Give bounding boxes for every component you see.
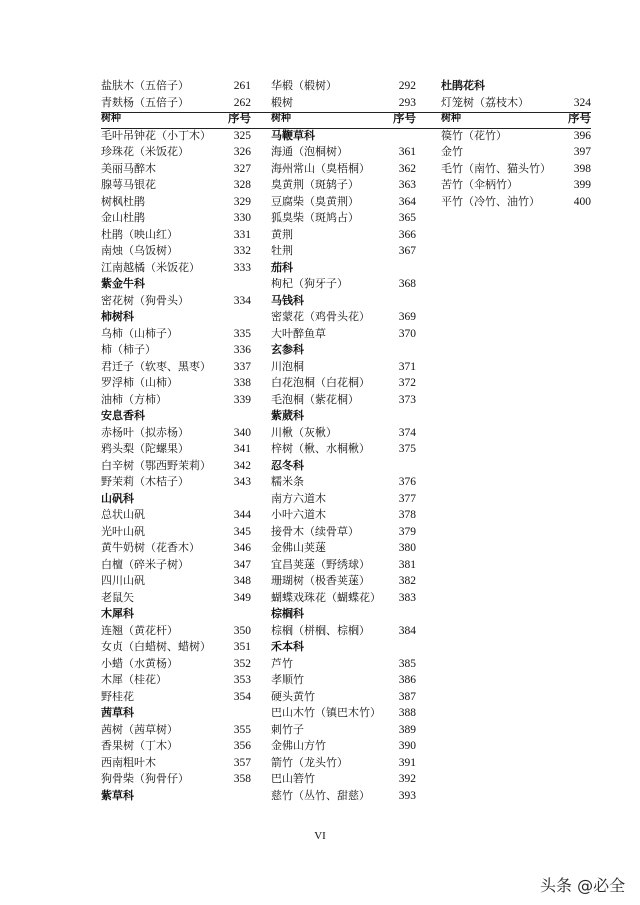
species-entry bbox=[271, 243, 416, 260]
species-name: 山矾科 bbox=[101, 491, 134, 505]
species-number: 371 bbox=[398, 360, 416, 373]
family-heading bbox=[101, 408, 251, 425]
species-number: 328 bbox=[233, 179, 251, 191]
species-entry bbox=[271, 161, 416, 178]
species-name: 巴山木竹（镇巴木竹） bbox=[271, 706, 381, 719]
species-number: 354 bbox=[233, 690, 251, 703]
species-name: 金佛山荚蒾 bbox=[271, 541, 326, 554]
species-number: 365 bbox=[398, 212, 416, 224]
species-number: 391 bbox=[398, 756, 416, 769]
species-name: 金竹 bbox=[441, 145, 463, 158]
species-number: 381 bbox=[398, 558, 416, 571]
species-number: 351 bbox=[233, 641, 251, 653]
species-entry bbox=[101, 755, 251, 772]
species-number: 331 bbox=[233, 228, 251, 241]
species-number: 364 bbox=[398, 195, 416, 208]
species-entry bbox=[271, 392, 416, 409]
species-number: 386 bbox=[398, 674, 416, 686]
species-name: 杜鹃花科 bbox=[441, 79, 485, 92]
family-heading bbox=[271, 639, 416, 656]
species-number: 335 bbox=[233, 327, 251, 340]
family-heading bbox=[271, 342, 416, 359]
family-heading bbox=[101, 788, 251, 805]
species-name: 茜树（茜草树） bbox=[101, 722, 178, 736]
species-name: 海通（泡桐树） bbox=[271, 145, 348, 158]
species-name: 毛泡桐（紫花桐） bbox=[271, 392, 359, 406]
species-name: 茄科 bbox=[271, 260, 293, 274]
species-name: 女贞（白蜡树、蜡树） bbox=[101, 640, 211, 653]
species-entry bbox=[101, 507, 251, 524]
family-heading bbox=[101, 606, 251, 623]
species-name: 金山杜鹃 bbox=[101, 211, 145, 224]
species-name: 木犀科 bbox=[101, 607, 134, 620]
species-number: 368 bbox=[398, 278, 416, 290]
species-name: 安息香科 bbox=[101, 409, 145, 422]
species-entry bbox=[101, 293, 251, 310]
species-entry bbox=[101, 474, 251, 491]
species-number: 366 bbox=[398, 228, 416, 241]
species-number: 344 bbox=[233, 509, 251, 521]
column-header bbox=[101, 111, 251, 128]
species-entry bbox=[271, 309, 416, 326]
family-heading bbox=[101, 705, 251, 722]
species-number: 392 bbox=[398, 773, 416, 785]
species-entry bbox=[271, 738, 416, 755]
species-entry bbox=[441, 194, 591, 211]
species-name: 罗浮柿（山柿） bbox=[101, 376, 178, 389]
species-name: 接骨木（续骨草） bbox=[271, 524, 359, 538]
species-number: 375 bbox=[398, 443, 416, 455]
species-entry bbox=[271, 755, 416, 772]
species-name: 篌竹（花竹） bbox=[441, 128, 507, 142]
species-name: 宜昌荚蒾（野绣球） bbox=[271, 557, 370, 571]
species-name: 紫葳科 bbox=[271, 409, 304, 422]
species-entry bbox=[101, 392, 251, 409]
species-entry bbox=[271, 276, 416, 293]
species-entry bbox=[101, 128, 251, 145]
species-entry bbox=[271, 95, 416, 112]
species-entry bbox=[101, 342, 251, 359]
species-entry bbox=[101, 441, 251, 458]
species-number: 348 bbox=[233, 575, 251, 587]
species-entry bbox=[101, 722, 251, 739]
species-name: 总状山矾 bbox=[101, 508, 145, 521]
species-name: 慈竹（丛竹、甜慈） bbox=[271, 788, 370, 802]
species-name: 杜鹃（映山红） bbox=[101, 227, 178, 241]
species-name: 华椴（椴树） bbox=[271, 79, 337, 92]
index-column-1 bbox=[101, 78, 251, 804]
species-entry bbox=[101, 672, 251, 689]
family-heading bbox=[101, 276, 251, 293]
species-name: 盐肤木（五倍子） bbox=[101, 79, 189, 92]
family-heading bbox=[271, 260, 416, 277]
species-number: 390 bbox=[398, 740, 416, 752]
species-entry bbox=[101, 227, 251, 244]
species-name: 芦竹 bbox=[271, 656, 293, 670]
species-name: 禾本科 bbox=[271, 640, 304, 653]
species-name: 君迁子（软枣、黑枣） bbox=[101, 359, 211, 373]
species-number: 378 bbox=[398, 509, 416, 521]
species-name: 香果树（丁木） bbox=[101, 739, 178, 752]
species-entry bbox=[441, 95, 591, 112]
header-number-label: 序号 bbox=[393, 113, 416, 125]
species-entry bbox=[271, 705, 416, 722]
species-entry bbox=[271, 689, 416, 706]
species-entry bbox=[271, 573, 416, 590]
species-entry bbox=[271, 78, 416, 95]
species-name: 乌柿（山柿子） bbox=[101, 326, 178, 340]
species-name: 柿树科 bbox=[101, 310, 134, 323]
species-number: 382 bbox=[398, 575, 416, 587]
species-number: 388 bbox=[398, 707, 416, 719]
species-entry bbox=[271, 557, 416, 574]
species-name: 臭黄荆（斑鸫子） bbox=[271, 178, 359, 191]
species-entry bbox=[441, 177, 591, 194]
species-entry bbox=[101, 623, 251, 640]
species-entry bbox=[101, 375, 251, 392]
species-number: 398 bbox=[573, 162, 591, 175]
species-name: 小蜡（水黄杨） bbox=[101, 656, 178, 670]
species-name: 光叶山矾 bbox=[101, 524, 145, 538]
species-number: 376 bbox=[398, 476, 416, 488]
column-header bbox=[271, 111, 416, 128]
species-name: 白檀（碎米子树） bbox=[101, 557, 189, 571]
species-entry bbox=[101, 326, 251, 343]
species-entry bbox=[101, 738, 251, 755]
family-heading bbox=[271, 293, 416, 310]
species-name: 密花树（狗骨头） bbox=[101, 293, 189, 307]
species-name: 赤杨叶（拟赤杨） bbox=[101, 425, 189, 439]
species-entry bbox=[101, 161, 251, 178]
species-name: 野桂花 bbox=[101, 689, 134, 703]
species-entry bbox=[271, 227, 416, 244]
species-name: 苦竹（伞柄竹） bbox=[441, 178, 518, 191]
species-number: 384 bbox=[398, 624, 416, 637]
species-entry bbox=[101, 260, 251, 277]
species-name: 箭竹（龙头竹） bbox=[271, 755, 348, 769]
species-number: 339 bbox=[233, 393, 251, 406]
species-name: 黄荆 bbox=[271, 227, 293, 241]
species-entry bbox=[271, 788, 416, 805]
species-number: 374 bbox=[398, 426, 416, 439]
family-heading bbox=[271, 408, 416, 425]
species-number: 334 bbox=[233, 294, 251, 307]
species-entry bbox=[271, 590, 416, 607]
species-entry bbox=[101, 557, 251, 574]
species-name: 青麸杨（五倍子） bbox=[101, 95, 189, 109]
species-entry bbox=[101, 689, 251, 706]
species-entry bbox=[441, 161, 591, 178]
species-number: 336 bbox=[233, 344, 251, 356]
species-name: 白花泡桐（白花桐） bbox=[271, 376, 370, 389]
species-entry bbox=[271, 375, 416, 392]
species-name: 油柿（方柿） bbox=[101, 392, 167, 406]
species-entry bbox=[271, 623, 416, 640]
species-name: 毛叶吊钟花（小丁木） bbox=[101, 128, 211, 142]
species-entry bbox=[101, 95, 251, 112]
family-heading bbox=[271, 458, 416, 475]
species-number: 400 bbox=[573, 195, 591, 208]
species-name: 紫金牛科 bbox=[101, 277, 145, 290]
species-number: 369 bbox=[398, 311, 416, 323]
column-header bbox=[441, 111, 591, 128]
species-number: 338 bbox=[233, 377, 251, 389]
species-name: 木犀（桂花） bbox=[101, 673, 167, 686]
species-entry bbox=[101, 590, 251, 607]
species-name: 西南粗叶木 bbox=[101, 755, 156, 769]
species-number: 337 bbox=[233, 360, 251, 373]
species-number: 377 bbox=[398, 492, 416, 505]
species-name: 密蒙花（鸡骨头花） bbox=[271, 310, 370, 323]
family-heading bbox=[101, 491, 251, 508]
species-name: 腺萼马银花 bbox=[101, 178, 156, 191]
species-number: 262 bbox=[233, 96, 251, 109]
species-name: 鸦头梨（陀螺果） bbox=[101, 442, 189, 455]
species-name: 狐臭柴（斑鸠占） bbox=[271, 211, 359, 224]
species-name: 大叶醉鱼草 bbox=[271, 326, 326, 340]
species-name: 小叶六道木 bbox=[271, 508, 326, 521]
species-name: 美丽马醉木 bbox=[101, 161, 156, 175]
species-entry bbox=[271, 540, 416, 557]
species-name: 枸杞（狗牙子） bbox=[271, 277, 348, 290]
species-name: 茜草科 bbox=[101, 706, 134, 719]
species-number: 363 bbox=[398, 179, 416, 191]
species-entry bbox=[101, 425, 251, 442]
species-entry bbox=[101, 524, 251, 541]
species-number: 379 bbox=[398, 525, 416, 538]
species-entry bbox=[101, 359, 251, 376]
species-name: 椴树 bbox=[271, 95, 293, 109]
species-number: 385 bbox=[398, 657, 416, 670]
species-number: 292 bbox=[398, 80, 416, 92]
species-name: 巴山箬竹 bbox=[271, 772, 315, 785]
species-entry bbox=[101, 771, 251, 788]
species-entry bbox=[101, 243, 251, 260]
species-name: 马钱科 bbox=[271, 293, 304, 307]
species-name: 棕榈（栟榈、棕榈） bbox=[271, 623, 370, 637]
species-entry bbox=[271, 425, 416, 442]
species-number: 325 bbox=[233, 129, 251, 142]
species-number: 399 bbox=[573, 179, 591, 191]
species-number: 333 bbox=[233, 261, 251, 274]
species-number: 357 bbox=[233, 756, 251, 769]
species-number: 341 bbox=[233, 443, 251, 455]
species-entry bbox=[101, 540, 251, 557]
species-number: 389 bbox=[398, 723, 416, 736]
species-number: 340 bbox=[233, 426, 251, 439]
species-number: 396 bbox=[573, 129, 591, 142]
species-name: 狗骨柴（狗骨仔） bbox=[101, 772, 189, 785]
species-name: 棕榈科 bbox=[271, 607, 304, 620]
species-name: 四川山矾 bbox=[101, 574, 145, 587]
header-species-label: 树种 bbox=[441, 113, 461, 124]
species-name: 江南越橘（米饭花） bbox=[101, 260, 200, 274]
species-entry bbox=[271, 656, 416, 673]
species-entry bbox=[441, 144, 591, 161]
family-heading bbox=[101, 309, 251, 326]
species-name: 白辛树（鄂西野茉莉） bbox=[101, 458, 211, 472]
header-number-label: 序号 bbox=[568, 113, 591, 125]
species-entry bbox=[271, 672, 416, 689]
species-number: 347 bbox=[233, 558, 251, 571]
species-number: 324 bbox=[573, 96, 591, 109]
species-name: 刺竹子 bbox=[271, 722, 304, 736]
species-entry bbox=[271, 524, 416, 541]
species-number: 350 bbox=[233, 624, 251, 637]
species-entry bbox=[271, 359, 416, 376]
species-entry bbox=[271, 210, 416, 227]
species-name: 柿（柿子） bbox=[101, 343, 156, 356]
species-number: 352 bbox=[233, 657, 251, 670]
species-name: 珊瑚树（极香荚蒾） bbox=[271, 574, 370, 587]
species-number: 397 bbox=[573, 146, 591, 158]
species-number: 372 bbox=[398, 377, 416, 389]
species-name: 紫草科 bbox=[101, 788, 134, 802]
watermark: 头条 @必全 bbox=[540, 876, 626, 895]
species-entry bbox=[101, 573, 251, 590]
species-number: 330 bbox=[233, 212, 251, 224]
species-name: 孝顺竹 bbox=[271, 673, 304, 686]
species-number: 383 bbox=[398, 591, 416, 604]
family-heading bbox=[441, 78, 591, 95]
species-name: 老鼠矢 bbox=[101, 590, 134, 604]
species-entry bbox=[101, 144, 251, 161]
species-name: 南方六道木 bbox=[271, 491, 326, 505]
species-number: 370 bbox=[398, 327, 416, 340]
species-entry bbox=[271, 722, 416, 739]
species-name: 马鞭草科 bbox=[271, 128, 315, 142]
page-number: VI bbox=[314, 830, 326, 842]
species-entry bbox=[101, 210, 251, 227]
species-name: 梓树（楸、水桐楸） bbox=[271, 442, 370, 455]
species-name: 玄参科 bbox=[271, 343, 304, 356]
species-entry bbox=[271, 771, 416, 788]
species-number: 349 bbox=[233, 591, 251, 604]
species-entry bbox=[441, 128, 591, 145]
species-entry bbox=[101, 458, 251, 475]
species-number: 373 bbox=[398, 393, 416, 406]
species-name: 灯笼树（荔枝木） bbox=[441, 95, 529, 109]
species-name: 海州常山（臭梧桐） bbox=[271, 161, 370, 175]
species-number: 393 bbox=[398, 789, 416, 802]
species-number: 343 bbox=[233, 476, 251, 488]
species-number: 361 bbox=[398, 146, 416, 158]
family-heading bbox=[271, 128, 416, 145]
species-number: 346 bbox=[233, 542, 251, 554]
species-entry bbox=[271, 326, 416, 343]
species-entry bbox=[101, 194, 251, 211]
species-name: 蝴蝶戏珠花（蝴蝶花） bbox=[271, 590, 381, 604]
species-number: 261 bbox=[233, 80, 251, 92]
species-number: 355 bbox=[233, 723, 251, 736]
species-number: 380 bbox=[398, 542, 416, 554]
species-name: 忍冬科 bbox=[271, 458, 304, 472]
species-name: 川泡桐 bbox=[271, 359, 304, 373]
species-name: 毛竹（南竹、猫头竹） bbox=[441, 161, 551, 175]
species-number: 345 bbox=[233, 525, 251, 538]
species-entry bbox=[271, 474, 416, 491]
species-name: 糯米条 bbox=[271, 475, 304, 488]
species-name: 黄牛奶树（花香木） bbox=[101, 541, 200, 554]
species-name: 金佛山方竹 bbox=[271, 739, 326, 752]
species-number: 353 bbox=[233, 674, 251, 686]
species-entry bbox=[101, 639, 251, 656]
species-name: 南烛（乌饭树） bbox=[101, 244, 178, 257]
species-number: 326 bbox=[233, 146, 251, 158]
species-number: 358 bbox=[233, 773, 251, 785]
species-number: 387 bbox=[398, 690, 416, 703]
species-entry bbox=[101, 656, 251, 673]
index-column-3 bbox=[441, 78, 591, 210]
species-name: 川楸（灰楸） bbox=[271, 425, 337, 439]
species-name: 硬头黄竹 bbox=[271, 689, 315, 703]
species-entry bbox=[271, 177, 416, 194]
species-entry bbox=[271, 441, 416, 458]
species-name: 豆腐柴（臭黄荆） bbox=[271, 194, 359, 208]
header-species-label: 树种 bbox=[271, 113, 291, 124]
species-name: 连翘（黄花杆） bbox=[101, 623, 178, 637]
species-number: 332 bbox=[233, 245, 251, 257]
species-name: 野茉莉（木桔子） bbox=[101, 475, 189, 488]
species-entry bbox=[101, 177, 251, 194]
species-entry bbox=[271, 144, 416, 161]
species-number: 342 bbox=[233, 459, 251, 472]
species-name: 牡荆 bbox=[271, 244, 293, 257]
species-name: 珍珠花（米饭花） bbox=[101, 145, 189, 158]
species-number: 329 bbox=[233, 195, 251, 208]
species-number: 293 bbox=[398, 96, 416, 109]
header-species-label: 树种 bbox=[101, 113, 121, 124]
species-number: 367 bbox=[398, 245, 416, 257]
species-name: 树枫杜鹃 bbox=[101, 194, 145, 208]
species-entry bbox=[101, 78, 251, 95]
species-entry bbox=[271, 507, 416, 524]
species-number: 327 bbox=[233, 162, 251, 175]
species-name: 平竹（冷竹、油竹） bbox=[441, 194, 540, 208]
species-number: 362 bbox=[398, 162, 416, 175]
species-entry bbox=[271, 491, 416, 508]
index-column-2 bbox=[271, 78, 416, 804]
species-number: 356 bbox=[233, 740, 251, 752]
family-heading bbox=[271, 606, 416, 623]
species-entry bbox=[271, 194, 416, 211]
header-number-label: 序号 bbox=[228, 113, 251, 125]
